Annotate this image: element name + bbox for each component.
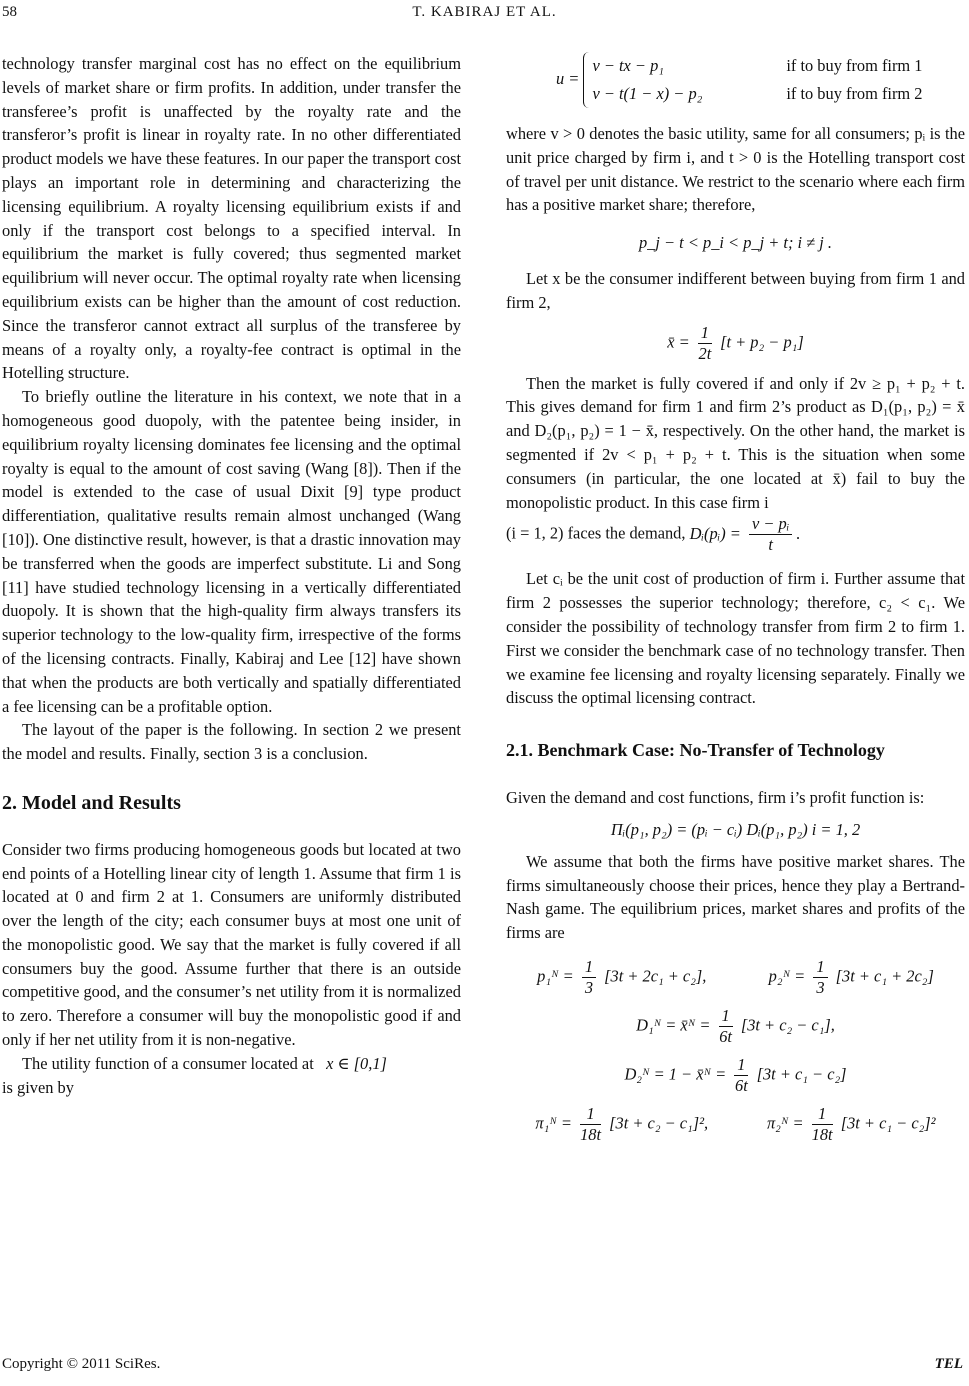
paragraph-literature: To briefly outline the literature in his context, we note that in a homogeneous good duopoly, with the patentee being insider, in equilibrium royalty licensing dominates fee licensing and the optimal royalty is equal to the amount of cost saving (Wang [8]). Then if the model is extended to the case of usual Dixit [9] type product differentiation, qualitative results remain almost unchanged (Wang [10]). One distinctive result, however, is that a drastic innovation may be transferred when the goods are imperfect substitute. Li and Song [11] have studied technology licensing in a vertically differentiated duopoly. It is shown that the high-quality firm always transfers its superior technology to the low-quality firm, irrespective of the forms of the licensing contracts. Finally, Kabiraj and Lee [12] have shown that when the products are both vertically and spatially differentiated a fee licensing can be a profitable option. (2, 387, 461, 716)
profit-function-equation: Πᵢ(p₁, p₂) = (pᵢ − cᵢ) Dᵢ(p₁, p₂) i = 1, 2 (610, 819, 861, 839)
page-number: 58 (2, 4, 17, 20)
paragraph-segmented-demand: (i = 1, 2) faces the demand, Dᵢ(pᵢ) = $\frac{\text{v − pᵢ}}{t}$ . (506, 514, 801, 555)
paragraph-bertrand: We assume that both the firms have positive market shares. The firms simultaneously choose their prices, hence they play a Bertrand-Nash game. The equilibrium prices, market shares and profits of the firms are (506, 851, 965, 943)
equilibrium-profits-equation: π₁ᴺ = $\frac{1}{18t}$ [3t + c₂ − c₁]², π₂ᴺ = $\frac{1}{18t}$ [3t + c₁ − c₂]² (535, 1103, 936, 1144)
equilibrium-demand-1-equation: D₁ᴺ = x̄ᴺ = $\frac{1}{6t}$ [3t + c₂ − c₁], (636, 1005, 835, 1046)
paragraph-market-coverage: Then the market is fully covered if and only if 2v ≥ p₁ + p₂ + t. This gives demand for firm 1 and firm 2’s product as D₁(p₁, p₂) = x̄ and D₂(p₁, p₂) = 1 − x̄, respectively. On the other hand, the market is segmented if 2v < p₁ + p₂ + t. This is the situation when some consumers (in particular, the one located at x̄) fail to buy the monopolistic product. In this case firm i (506, 373, 965, 512)
price-bound-equation: p_j − t < p_i < p_j + t; i ≠ j . (638, 233, 832, 253)
paragraph-model: Consider two firms producing homogeneous goods but located at two end points of a Hotelling linear city of length 1. Assume that firm 1 is located at 0 and firm 2 at 1. Consumers are uniformly distributed over the length of the city; each consumer buys at most one unit of the monopolistic good. We say that the market is fully covered if all consumers buy the good. Assume further that there is an outside competitive good, and the consumer’s net utility from it is normalized to zero. Therefore a consumer will buy the monopolistic good if and only if her net utility from it is non-negative. (2, 839, 461, 1050)
paragraph-where: where v > 0 denotes the basic utility, same for all consumers; pᵢ is the unit price charged by firm i, and t > 0 is the Hotelling transport cost of travel per unit distance. We restrict to the scenario where each firm has a positive market share; therefore, (506, 124, 965, 215)
equilibrium-demand-2-equation: D₂ᴺ = 1 − x̄ᴺ = $\frac{1}{6t}$ [3t + c₁ − c₂] (624, 1054, 847, 1095)
math-x-domain: x ∈ [0,1] (326, 1053, 387, 1073)
utility-cases: v − tx − p₁ if to buy from firm 1 v − t(1 − x) − p₂ if to buy from firm 2 (583, 52, 922, 108)
paragraph-let-x: Let x be the consumer indifferent between buying from firm 1 and firm 2, (506, 268, 965, 312)
left-column (2, 52, 461, 1099)
paragraph-intro-end: technology transfer marginal cost has no effect on the equilibrium levels of market share or firm profits. In addition, under transfer the transferee’s profit is unaffected by the royalty rate and the transferor’s profit is linear in royalty rate. In no other differentiated product models we have these features. In our paper the transport cost plays an important role in determining and characterizing the licensing equilibrium. A royalty licensing equilibrium exists if and only if the transport cost belongs to a specified interval. In equilibrium the market is fully covered; thus segmented market equilibrium will never occur. The optimal royalty rate when licensing equilibrium exists can be higher than the amount of cost reduction. Since the transferor cannot extract all surplus of the transferee by means of a royalty only, a royalty-fee contract is optimal in the Hotelling structure. (2, 54, 461, 383)
copyright-notice: Copyright © 2011 SciRes. (2, 1356, 161, 1372)
page-header (0, 4, 969, 28)
right-column (506, 52, 965, 1153)
paragraph-layout: The layout of the paper is the following. In section 2 we present the model and results. Finally, section 3 is a conclusion. (2, 720, 461, 764)
running-title: T. KABIRAJ ET AL. (412, 4, 557, 20)
subsection-heading: 2.1. Benchmark Case: No-Transfer of Technology (506, 740, 885, 761)
journal-abbrev: TEL (934, 1356, 963, 1372)
segmented-demand-equation: Dᵢ(pᵢ) = $\frac{\text{v − pᵢ}}{t}$ . (689, 514, 801, 555)
paragraph-unit-cost: Let cᵢ be the unit cost of production of firm i. Further assume that firm 2 possesses the superior technology; therefore, c₂ < c₁. We consider the possibility of technology transfer from firm 2 to firm 1. First we consider the benchmark case of no technology transfer. Then we examine fee licensing and royalty licensing separately. Finally we discuss the optimal licensing contract. (506, 569, 965, 708)
paragraph-utility-intro: The utility function of a consumer located at x ∈ [0,1] is given by (2, 1053, 387, 1097)
equilibrium-prices-equation: p₁ᴺ = $\frac{1}{3}$ [3t + 2c₁ + c₂], p₂ᴺ = $\frac{1}{3}$ [3t + c₁ + 2c₂] (537, 956, 934, 997)
paragraph-profit-function: Given the demand and cost functions, firm i’s profit function is: (506, 788, 925, 808)
utility-function-equation: u = v − tx − p₁ if to buy from firm 1 v − t(1 − x) − p₂ if to buy from firm 2 (556, 52, 965, 108)
indifferent-consumer-equation: x̄ = $\frac{1}{2t}$ [t + p₂ − p₁] (667, 322, 804, 363)
section-heading: 2. Model and Results (2, 791, 181, 814)
page-footer (0, 1356, 969, 1378)
